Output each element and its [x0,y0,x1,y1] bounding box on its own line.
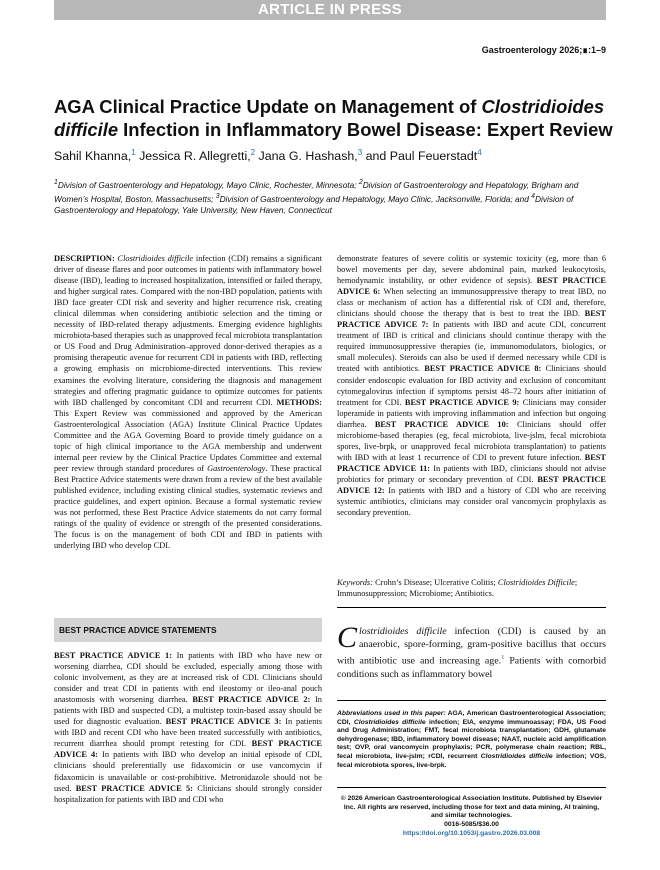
author-name[interactable]: and Paul Feuerstadt [365,149,478,164]
divider [337,700,606,701]
author-affiliation-mark[interactable]: 1 [131,148,136,157]
reference-link[interactable]: 1 [501,654,505,662]
affiliations: $^1$Division of Gastroenterology and Hepatology, Mayo Clinic, Rochester, Minnesota; $^2$Division of Gastroenterology and Hepatology, Brigham and Women’s Hospital, Boston, Massachusetts; $^3$Division of Gastroenterology and Hepatology, Mayo Clinic, Jacksonville, Florida; and $^4$Division of Gastroenterology and Hepatology, Yale University, New Haven, Connecticut [54,179,579,215]
author-affiliation-mark[interactable]: 2 [250,148,256,157]
abstract-text: DESCRIPTION: Clostridioides difficile infection (CDI) remains a significant driver of disease flares and poor outcomes in patients with inflammatory bowel disease (IBD), leading to increased hospitalization, intensified or failed therapy, and higher surgical rates. Compared with the non-IBD population, patients with IBD face greater CDI risk and severity and higher recurrence risk, creating clinical dilemmas when considering antibiotic selection and the timing or necessity of IBD-related therapy adjustments. Emerging evidence highlights microbiota-based therapies such as unapproved fecal microbiota transplantation or US Food and Drug Administration–approved donor-derived therapies as a promising therapeutic avenue for recurrent CDI in patients with IBD, reflecting a growing emphasis on microbiome-directed interventions. This review examines the evolving literature, considering the diagnosis and management strategies and offering pragmatic guidance to optimize outcomes for patients with IBD challenged by concomitant CDI and recurrent CDI. METHODS: This Expert Review was commissioned and approved by the American Gastroenterological Association (AGA) Institute Clinical Practice Updates Committee and the AGA Governing Board to provide timely guidance on a topic of high clinical importance to the AGA membership and underwent internal peer review by the Clinical Practice Updates Committee and external peer review through standard procedures of Gastroenterology. These practical Best Practice Advice statements were drawn from a review of the best available published evidence, including existing clinical studies, systematic reviews and practice guidelines, and expert opinion. Because a formal systematic review was not performed, these Best Practice Advice statements do not carry formal ratings of the quality of evidence or strength of the presented considerations. The focus is on the management of both CDI and IBD in patients with underlying IBD who develop CDI. [54,254,323,551]
article-title: AGA Clinical Practice Update on Management of Clostridioides difficile Infection in Inflammatory Bowel Disease: Expert Review [54,96,613,140]
bpa-heading: BEST PRACTICE ADVICE STATEMENTS [54,618,322,642]
author-affiliation-mark[interactable]: 3 [357,148,363,157]
divider [337,607,606,608]
author-name[interactable]: Jana G. Hashash, [258,149,358,164]
author-list [54,148,482,163]
copyright-block [337,795,606,839]
author-name[interactable]: Sahil Khanna, [54,149,132,164]
journal-citation: Gastroenterology 2026;∎:1–9 [481,45,606,55]
drop-cap: C [337,621,358,654]
introduction-text: Clostridioides difficile infection (CDI) is caused by an anaerobic, spore-forming, gram-positive bacillus that occurs with antibiotic use and increasing age.$^1$ Patients with comorbid conditions such as inflammatory bowel [337,621,607,680]
divider [337,787,606,788]
author-name[interactable]: Jessica R. Allegretti, [139,149,251,164]
bpa-right-column: demonstrate features of severe colitis or systemic toxicity (eg, more than 6 bowel movements per day, severe abdominal pain, marked leukocytosis, hemodynamic instability, or other evidence of sepsis). BEST PRACTICE ADVICE 6: When selecting an immunosuppressive therapy to treat IBD, no class or mechanism of action has a differential risk of CDI and, therefore, clinicians should choose the therapy that is best to treat the IBD. BEST PRACTICE ADVICE 7: In patients with IBD and acute CDI, concurrent treatment of IBD is critical and clinicians should continue therapy with the required immunosuppressive therapies (ie, immunomodulators, biologics, or small molecules). Steroids can also be used if deemed necessary while CDI is treated with antibiotics. BEST PRACTICE ADVICE 8: Clinicians should consider endoscopic evaluation for IBD activity and exclusion of concomitant cytomegalovirus infection if symptoms persist 48–72 hours after initiation of treatment for CDI. BEST PRACTICE ADVICE 9: Clinicians may consider loperamide in patients with improving inflammation and infection but ongoing diarrhea. BEST PRACTICE ADVICE 10: Clinicians should offer microbiome-based therapies (eg, fecal microbiota, live-jslm, fecal microbiota spores, live-brpk, or unapproved fecal microbiota transplantation) to patients with IBD with at least 1 recurrence of CDI to prevent future infection. BEST PRACTICE ADVICE 11: In patients with IBD, clinicians should not advise probiotics for primary or secondary prevention of CDI. BEST PRACTICE ADVICE 12: In patients with IBD and a history of CDI who are receiving systemic antibiotics, clinicians may consider oral vancomycin prophylaxis as secondary prevention. [337,254,607,518]
abbreviations-footnote: Abbreviations used in this paper: AGA, American Gastroenterological Association; CDI, Clostridioides difficile infection; EIA, enzyme immunoassay; FDA, US Food and Drug Administration; FMT, fecal microbiota transplantation; GDH, glutamate dehydrogenase; IBD, inflammatory bowel disease; NAAT, nucleic acid amplification test; OVP, oral vancomycin prophylaxis; PCR, polymerase chain reaction; RBL, fecal microbiota, live-jslm; rCDI, recurrent Clostridioides difficile infection; VOS, fecal microbiota spores, live-brpk. [337,710,606,769]
keywords: Keywords: Crohn’s Disease; Ulcerative Colitis; Clostridioides Difficile; Immunosuppression; Microbiome; Antibiotics. [337,578,578,598]
doi-link[interactable]: https://doi.org/10.1053/j.gastro.2026.03.008 [402,829,541,837]
copyright-notice: © 2026 American Gastroenterological Association Institute. Published by Elsevier Inc. All rights are reserved, including those for text and data mining, AI training, and similar technologies. [340,795,603,820]
bpa-left-column: BEST PRACTICE ADVICE 1: In patients with IBD who have new or worsening diarrhea, CDI should be excluded, especially among those with colonic involvement, as they are at increased risk of CDI. Clinicians should consider and treat CDI in patients with end ileostomy or ileo-anal pouch anastomosis with worsening diarrhea. BEST PRACTICE ADVICE 2: In patients with IBD and suspected CDI, a multistep toxin-based assay should be used for diagnostic evaluation. BEST PRACTICE ADVICE 3: In patients with IBD and recent CDI who have been treated successfully with antibiotics, recurrent diarrhea should prompt retesting for CDI. BEST PRACTICE ADVICE 4: In patients with IBD who develop an initial episode of CDI, clinicians should preferentially use fidaxomicin or use vancomycin if fidaxomicin is unavailable or cost-prohibitive. Metronidazole should not be used. BEST PRACTICE ADVICE 5: Clinicians should strongly consider hospitalization for patients with IBD and CDI who [54,651,322,804]
issn: 0016-5085/$36.00 [444,821,499,829]
article-in-press-banner: ARTICLE IN PRESS [54,0,606,20]
author-affiliation-mark[interactable]: 4 [477,148,482,157]
